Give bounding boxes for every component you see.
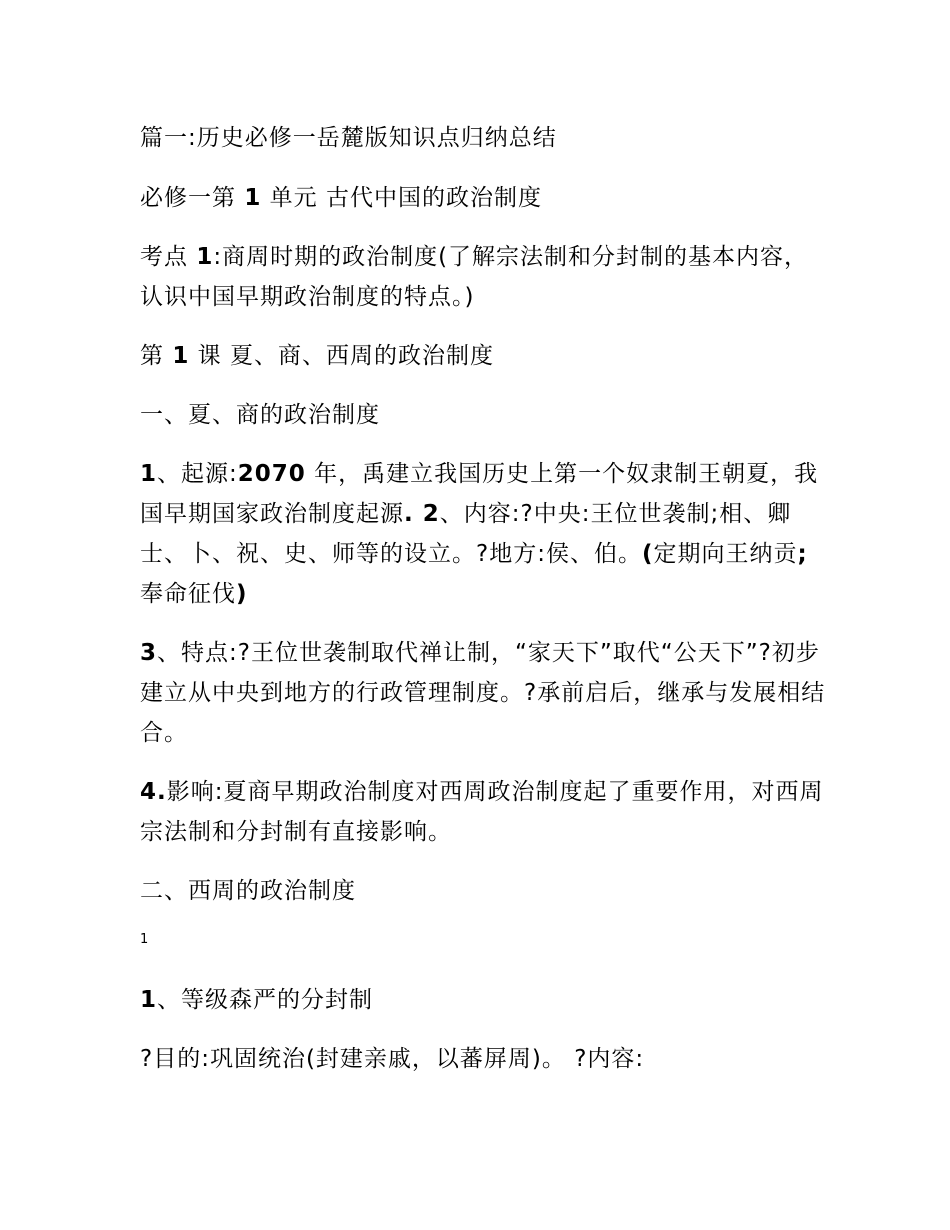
text-run: 、起源: [157, 461, 238, 487]
text-run: 、等级森严的分封制 [157, 987, 374, 1013]
text-run: 必修一第 [140, 185, 245, 211]
text-run: 单元 古代中国的政治制度 [261, 185, 542, 211]
text-run: 课 夏、商、西周的政治制度 [189, 343, 494, 369]
section-heading-western-zhou [140, 871, 830, 911]
section-heading-xia-shang [140, 395, 830, 435]
bold-text-run: 3 [140, 640, 158, 666]
text-run: 定期向王纳贡 [653, 541, 798, 567]
text-run: 篇一:历史必修一岳麓版知识点归纳总结 [140, 125, 557, 151]
bold-text-run: ( [641, 541, 654, 567]
bold-text-run: ; [797, 541, 808, 567]
document-body [140, 118, 830, 1098]
bold-text-run: 2070 [237, 461, 306, 487]
text-run: :商周时期的政治制度(了解宗法制和分封制的基本内容，认识中国早期政治制度的特点。) [140, 244, 809, 310]
fengjian-heading [140, 980, 830, 1020]
bold-text-run: ) [236, 581, 248, 607]
unit-heading [140, 178, 830, 218]
text-run: 二、西周的政治制度 [140, 878, 356, 904]
bold-text-run: 1 [140, 461, 158, 487]
bold-text-run: 4. [140, 779, 167, 805]
text-run: 奉命征伐 [140, 581, 236, 607]
origin-content-paragraph [140, 454, 830, 614]
text-run: 一、夏、商的政治制度 [140, 402, 380, 428]
text-run: 年，禹建立我国历史上第一个奴隶制王朝夏，我国早期国家政治制度起源 [140, 461, 819, 527]
lesson-heading [140, 336, 830, 376]
influence-paragraph [140, 772, 830, 852]
text-run: 考点 [140, 244, 197, 270]
bold-text-run: 1 [172, 343, 190, 369]
bold-text-run: 1 [196, 244, 214, 270]
text-run: 、特点:?王位世袭制取代禅让制，“家天下”取代“公天下”?初步建立从中央到地方的行政管理制度。?承前启后，继承与发展相结合。 [140, 640, 826, 746]
bold-text-run: 1 [140, 987, 158, 1013]
text-run: 影响:夏商早期政治制度对西周政治制度起了重要作用，对西周宗法制和分封制有直接影响。 [140, 779, 824, 845]
purpose-paragraph [140, 1039, 830, 1079]
features-paragraph [140, 633, 830, 753]
text-run: ?目的:巩固统治(封建亲戚，以蕃屏周)。 ?内容: [140, 1046, 645, 1072]
document-title [140, 118, 830, 158]
text-run: 第 [140, 343, 173, 369]
text-run: 、内容:?中央:王位世袭制;相、卿士、卜、祝、史、师等的设立。?地方:侯、伯。 [140, 501, 792, 567]
exam-point-paragraph [140, 237, 830, 317]
page-number: 1 [140, 932, 149, 947]
bold-text-run: 1 [244, 185, 262, 211]
bold-text-run: . 2 [404, 501, 440, 527]
